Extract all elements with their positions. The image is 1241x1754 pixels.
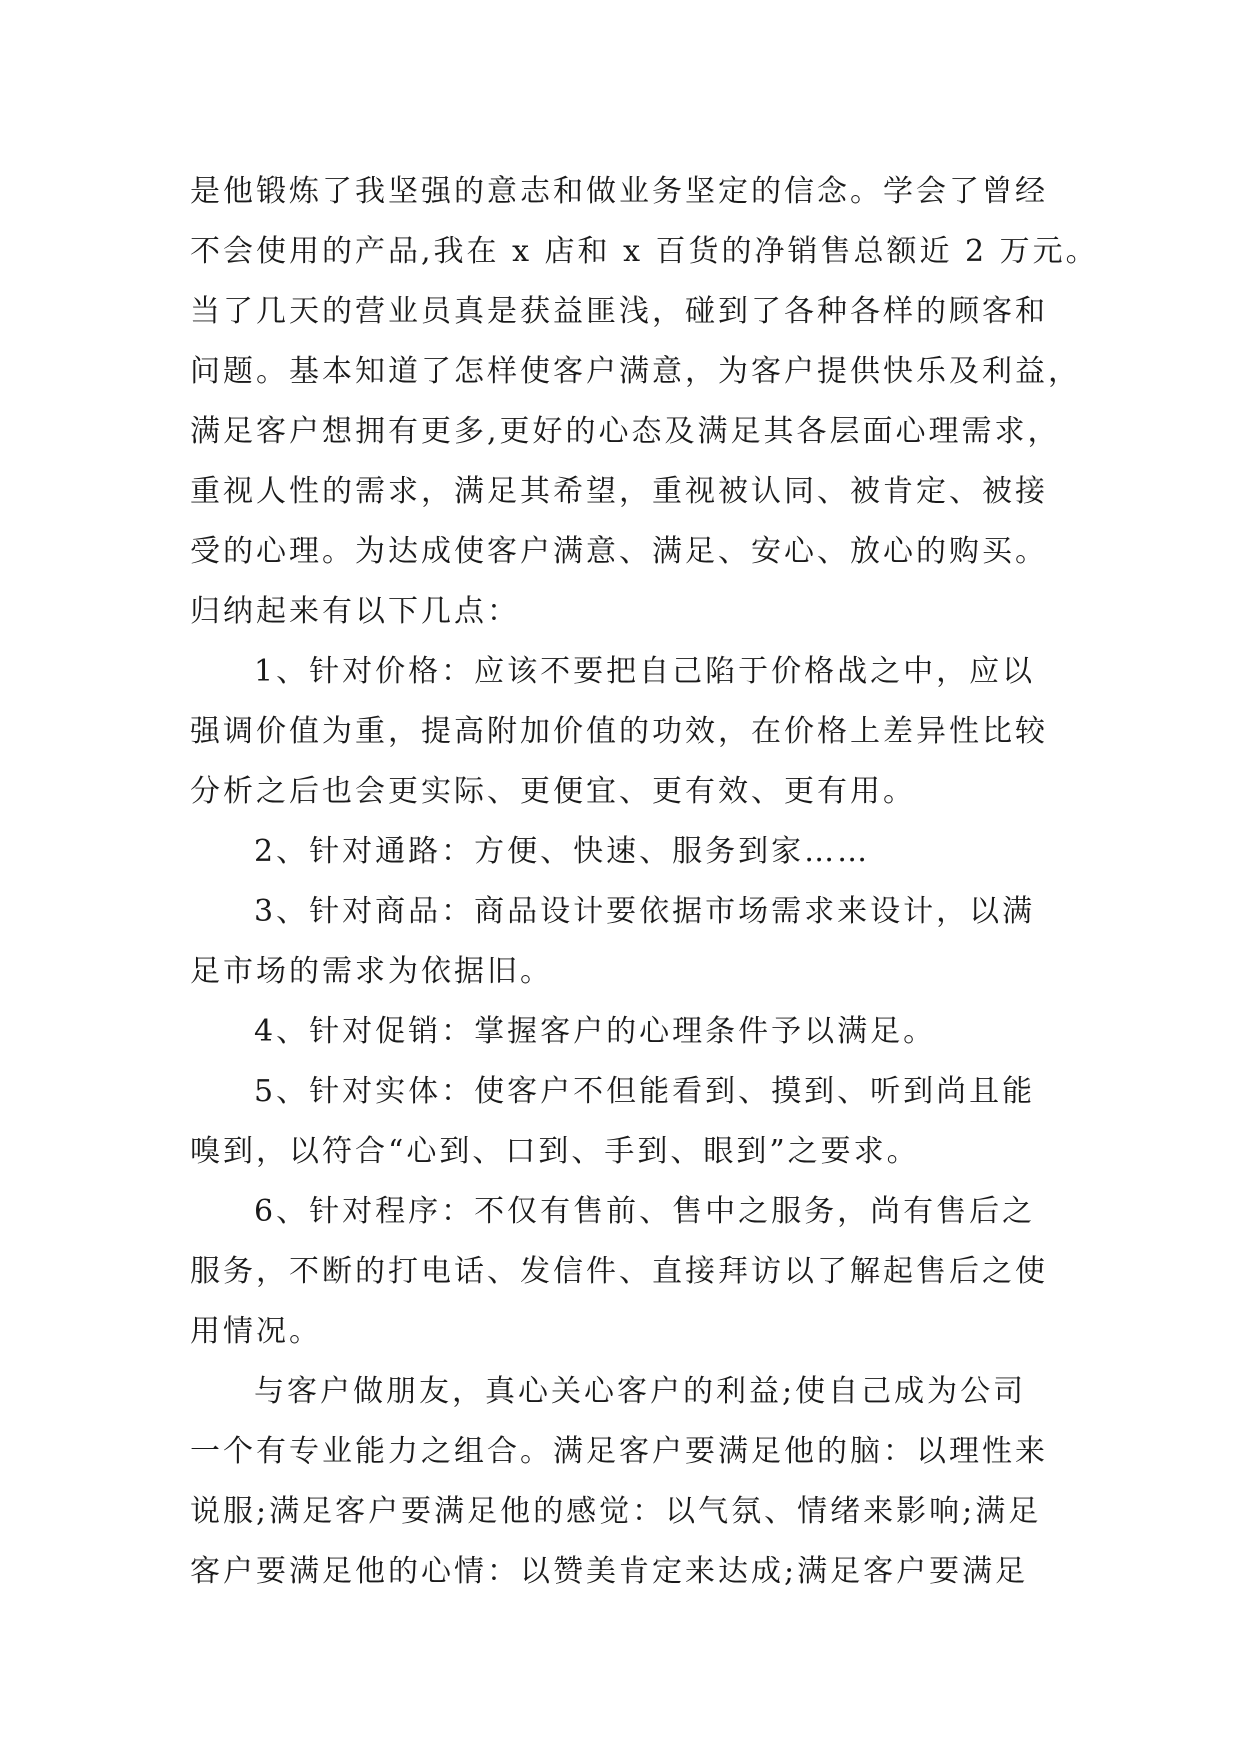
- text-line: 当了几天的营业员真是获益匪浅，碰到了各种各样的顾客和: [190, 294, 1048, 329]
- text-line: 4、针对促销：掌握客户的心理条件予以满足。: [254, 1014, 937, 1049]
- text-line: 1、针对价格：应该不要把自己陷于价格战之中，应以: [254, 654, 1036, 689]
- text-line: 满足客户想拥有更多,更好的心态及满足其各层面心理需求，: [190, 414, 1061, 449]
- text-line: 重视人性的需求，满足其希望，重视被认同、被肯定、被接: [190, 474, 1048, 509]
- text-line: 说服;满足客户要满足他的感觉：以气氛、情绪来影响;满足: [190, 1494, 1042, 1529]
- text-line: 嗅到，以符合“心到、口到、手到、眼到”之要求。: [190, 1134, 920, 1169]
- text-line: 与客户做朋友，真心关心客户的利益;使自己成为公司: [254, 1374, 1027, 1409]
- text-line: 强调价值为重，提高附加价值的功效，在价格上差异性比较: [190, 714, 1048, 749]
- text-line: 不会使用的产品,我在 x 店和 x 百货的净销售总额近 2 万元。: [190, 234, 1099, 269]
- text-line: 服务，不断的打电话、发信件、直接拜访以了解起售后之使: [190, 1254, 1048, 1289]
- text-line: 2、针对通路：方便、快速、服务到家……: [254, 834, 871, 869]
- text-line: 客户要满足他的心情：以赞美肯定来达成;满足客户要满足: [190, 1554, 1029, 1589]
- text-line: 用情况。: [190, 1314, 322, 1349]
- text-line: 5、针对实体：使客户不但能看到、摸到、听到尚且能: [254, 1074, 1036, 1109]
- text-line: 足市场的需求为依据旧。: [190, 954, 553, 989]
- text-line: 是他锻炼了我坚强的意志和做业务坚定的信念。学会了曾经: [190, 174, 1048, 209]
- text-line: 归纳起来有以下几点：: [190, 594, 520, 629]
- text-line: 3、针对商品：商品设计要依据市场需求来设计，以满: [254, 894, 1036, 929]
- text-line: 分析之后也会更实际、更便宜、更有效、更有用。: [190, 774, 916, 809]
- text-line: 问题。基本知道了怎样使客户满意，为客户提供快乐及利益，: [190, 354, 1081, 389]
- text-line: 一个有专业能力之组合。满足客户要满足他的脑：以理性来: [190, 1434, 1048, 1469]
- text-line: 6、针对程序：不仅有售前、售中之服务，尚有售后之: [254, 1194, 1036, 1229]
- document-body: [190, 162, 1099, 1602]
- text-line: 受的心理。为达成使客户满意、满足、安心、放心的购买。: [190, 534, 1048, 569]
